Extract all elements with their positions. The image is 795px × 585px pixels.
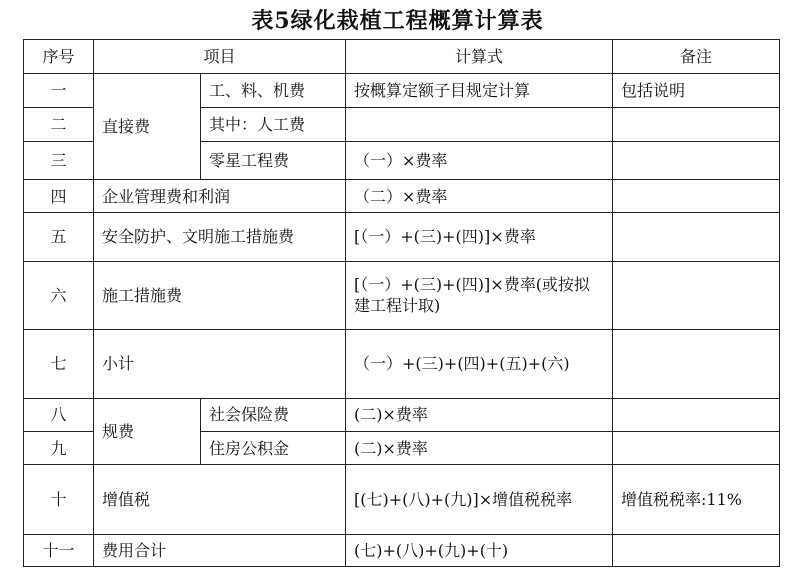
row-note bbox=[613, 261, 780, 330]
row-no: 七 bbox=[24, 330, 94, 399]
table-row bbox=[24, 398, 780, 431]
row-note bbox=[613, 180, 780, 213]
row-note bbox=[613, 534, 780, 566]
row-no: 六 bbox=[24, 261, 94, 330]
row-group: 直接费 bbox=[94, 74, 201, 180]
row-item: 安全防护、文明施工措施费 bbox=[94, 213, 346, 261]
header-item: 项目 bbox=[94, 40, 346, 74]
row-note bbox=[613, 431, 780, 464]
row-note: 增值税税率:11% bbox=[613, 465, 780, 535]
row-no: 十一 bbox=[24, 534, 94, 566]
row-no: 三 bbox=[24, 141, 94, 179]
row-item: 小计 bbox=[94, 330, 346, 399]
row-formula: （一）×费率 bbox=[346, 141, 613, 179]
row-formula: [（一）+(三)+(四)]×费率(或按拟建工程计取) bbox=[346, 261, 613, 330]
row-no: 十 bbox=[24, 465, 94, 535]
header-note: 备注 bbox=[613, 40, 780, 74]
row-group: 规费 bbox=[94, 398, 201, 465]
row-formula: 按概算定额子目规定计算 bbox=[346, 74, 613, 107]
row-note: 包括说明 bbox=[613, 74, 780, 107]
table-row bbox=[24, 534, 780, 566]
row-formula: (二)×费率 bbox=[346, 431, 613, 464]
row-no: 四 bbox=[24, 180, 94, 213]
row-note bbox=[613, 141, 780, 179]
row-item: 施工措施费 bbox=[94, 261, 346, 330]
row-subitem: 社会保险费 bbox=[201, 398, 346, 431]
row-subitem: 零星工程费 bbox=[201, 141, 346, 179]
row-formula: [(七)+(八)+(九)]×增值税税率 bbox=[346, 465, 613, 535]
row-item: 费用合计 bbox=[94, 534, 346, 566]
row-no: 五 bbox=[24, 213, 94, 261]
row-formula bbox=[346, 107, 613, 141]
row-formula: [（一）+(三)+(四)]×费率 bbox=[346, 213, 613, 261]
row-note bbox=[613, 213, 780, 261]
row-formula: （二）×费率 bbox=[346, 180, 613, 213]
table-header-row bbox=[24, 40, 780, 74]
table-row bbox=[24, 465, 780, 535]
row-note bbox=[613, 107, 780, 141]
table-row bbox=[24, 330, 780, 399]
row-no: 九 bbox=[24, 431, 94, 464]
table-row bbox=[24, 213, 780, 261]
row-no: 八 bbox=[24, 398, 94, 431]
row-item: 增值税 bbox=[94, 465, 346, 535]
row-subitem: 其中：人工费 bbox=[201, 107, 346, 141]
row-subitem: 工、料、机费 bbox=[201, 74, 346, 107]
row-subitem: 住房公积金 bbox=[201, 431, 346, 464]
header-no: 序号 bbox=[24, 40, 94, 74]
table-row bbox=[24, 180, 780, 213]
table-row bbox=[24, 74, 780, 107]
row-item: 企业管理费和利润 bbox=[94, 180, 346, 213]
header-formula: 计算式 bbox=[346, 40, 613, 74]
row-formula: (二)×费率 bbox=[346, 398, 613, 431]
table-title: 表5绿化栽植工程概算计算表 bbox=[251, 8, 544, 34]
row-note bbox=[613, 398, 780, 431]
row-note bbox=[613, 330, 780, 399]
estimate-table bbox=[23, 39, 780, 567]
row-no: 二 bbox=[24, 107, 94, 141]
table-row bbox=[24, 261, 780, 330]
row-formula: (七)+(八)+(九)+(十) bbox=[346, 534, 613, 566]
row-no: 一 bbox=[24, 74, 94, 107]
row-formula: （一）+(三)+(四)+(五)+(六) bbox=[346, 330, 613, 399]
